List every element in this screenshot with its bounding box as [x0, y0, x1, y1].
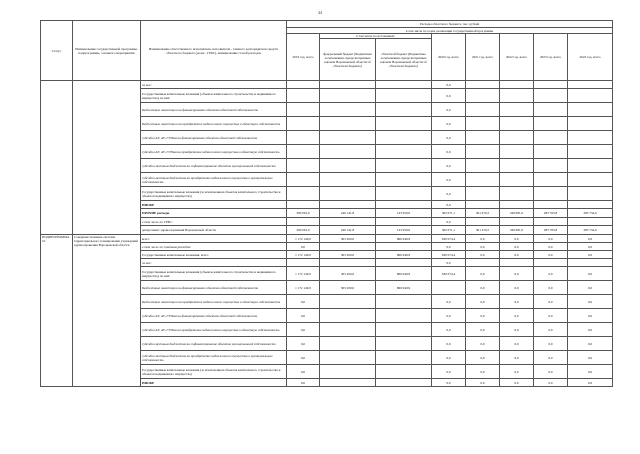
cell-value: 0,0	[500, 295, 534, 309]
cell-value: 143 950,0	[376, 226, 432, 235]
cell-value	[376, 117, 432, 131]
cell-value	[534, 173, 568, 187]
header-regional: областной бюджет (Бюджетные ассигнования, предусмотренные законом Воронежской области об областном бюджете)	[376, 39, 432, 81]
cell-value: 0,0	[432, 89, 466, 103]
cell-value: 866 949,9	[376, 235, 432, 243]
cell-value: 0,0	[500, 267, 534, 281]
cell-value: 0,0	[432, 295, 466, 309]
cell-value	[500, 187, 534, 201]
cell-value: 305 200,0	[320, 281, 376, 295]
row-label	[141, 295, 287, 309]
cell-value: 390 091,0	[287, 209, 320, 218]
cell-value	[376, 103, 432, 117]
cell-value	[320, 145, 376, 159]
cell-value: 0,0	[534, 281, 568, 295]
cell-value: 0,0	[432, 103, 466, 117]
row-label-text: субсидии АУ, АУ, ГУПам на финансирование объектов областной собственности	[142, 135, 258, 140]
cell-value	[320, 259, 376, 267]
row-label	[141, 351, 287, 365]
cell-value	[376, 295, 432, 309]
cell-value: 0,0	[432, 201, 466, 209]
cell-value: 349 081,0	[500, 209, 534, 218]
cell-value	[466, 218, 500, 226]
cell-value	[534, 89, 568, 103]
cell-value	[320, 295, 376, 309]
table-body	[41, 81, 613, 387]
cell-value: 0,0	[534, 235, 568, 243]
cell-value: 362 071,1	[432, 209, 466, 218]
cell-value	[320, 218, 376, 226]
cell-value: 630 074,4	[432, 267, 466, 281]
cell-value: 349 081,0	[500, 226, 534, 235]
row-label	[141, 379, 287, 387]
row-label-text: всего	[142, 236, 150, 241]
cell-value	[500, 173, 534, 187]
cell-value	[466, 117, 500, 131]
cell-value	[500, 103, 534, 117]
cell-value: 866 949,9	[376, 281, 432, 295]
cell-value	[287, 145, 320, 159]
cell-value	[376, 89, 432, 103]
cell-value	[500, 81, 534, 89]
cell-value	[320, 243, 376, 251]
cell-value	[500, 89, 534, 103]
cell-value: 0,0	[534, 365, 568, 379]
cell-value: 0,0	[466, 295, 500, 309]
cell-value: 0,0	[534, 337, 568, 351]
cell-value: 0,0	[568, 323, 613, 337]
table-header	[41, 21, 613, 81]
cell-value: 0,0	[534, 295, 568, 309]
cell-value: 0,0	[568, 235, 613, 243]
cell-value	[287, 173, 320, 187]
cell-value	[320, 173, 376, 187]
cell-value: 0,0	[432, 323, 466, 337]
cell-value: 866 949,9	[376, 267, 432, 281]
row-label	[141, 145, 287, 159]
cell-value	[568, 218, 613, 226]
cell-value: 0,0	[287, 309, 320, 323]
cell-value: 0,0	[466, 365, 500, 379]
cell-value	[500, 159, 534, 173]
row-label-text: субсидии АУ, АУ, ГУПам на приобретение недвижимого имущества в областную собственность	[142, 149, 280, 154]
row-label-text: департамент здравоохранения Воронежской области	[142, 228, 216, 232]
cell-value: 246 141,8	[320, 209, 376, 218]
cell-value: 1 172 149,9	[287, 251, 320, 259]
cell-value	[534, 145, 568, 159]
cell-value	[376, 145, 432, 159]
program-cell-empty	[73, 81, 141, 235]
cell-value: 362 071,1	[432, 226, 466, 235]
cell-value	[466, 131, 500, 145]
cell-value: 283 765,8	[534, 226, 568, 235]
row-label-text: Бюджетные инвестиции на приобретение недвижимого имущества в областную собственность	[142, 299, 281, 304]
cell-value	[287, 117, 320, 131]
subprogram-name: Совершенствование системы территориального планирования учреждений здравоохранения Воронежской области	[73, 235, 141, 387]
cell-value: 0,0	[568, 379, 613, 387]
cell-value: 305 200,0	[320, 251, 376, 259]
cell-value	[432, 281, 466, 295]
cell-value	[287, 218, 320, 226]
cell-value	[320, 89, 376, 103]
cell-value	[376, 323, 432, 337]
row-label	[141, 103, 287, 117]
cell-value	[534, 187, 568, 201]
cell-value: 0,0	[287, 243, 320, 251]
cell-value: 1 172 149,9	[287, 267, 320, 281]
cell-value	[534, 117, 568, 131]
cell-value: 0,0	[432, 145, 466, 159]
cell-value	[320, 323, 376, 337]
cell-value	[287, 201, 320, 209]
row-label	[141, 226, 287, 235]
cell-value: 0,0	[534, 323, 568, 337]
cell-value	[376, 379, 432, 387]
cell-value	[466, 159, 500, 173]
cell-value	[568, 259, 613, 267]
cell-value: 0,0	[432, 187, 466, 201]
cell-value: 0,0	[466, 337, 500, 351]
row-label-text: Государственные капитальные вложения (за исключением объектов капитального строительства и объектов недвижимого имущества)	[142, 367, 281, 376]
budget-table	[40, 20, 613, 387]
cell-value: 0,0	[466, 351, 500, 365]
cell-value: 1 172 149,9	[287, 281, 320, 295]
row-label-text: субсидии АУ, АУ, ГУПам на финансирование объектов областной собственности	[142, 313, 258, 318]
cell-value	[500, 131, 534, 145]
cell-value	[534, 159, 568, 173]
row-label-text: Бюджетные инвестиции на приобретение недвижимого имущества в областную собственность	[142, 121, 281, 126]
table-row	[41, 81, 613, 89]
cell-value: 630 074,4	[432, 251, 466, 259]
cell-value: 0,0	[568, 309, 613, 323]
cell-value: 0,0	[432, 173, 466, 187]
page-number: 44	[318, 10, 322, 15]
cell-value: 0,0	[500, 235, 534, 243]
cell-value	[287, 259, 320, 267]
row-label	[141, 243, 287, 251]
cell-value	[320, 351, 376, 365]
cell-value: 0,0	[432, 243, 466, 251]
cell-value: 0,0	[466, 309, 500, 323]
cell-value: 305 200,0	[320, 267, 376, 281]
cell-value	[320, 365, 376, 379]
row-label-text: ПРОЧИЕ расходы	[142, 211, 170, 215]
cell-value	[466, 81, 500, 89]
cell-value: 390 091,0	[287, 226, 320, 235]
cell-value: 0,0	[568, 351, 613, 365]
cell-value	[466, 187, 500, 201]
cell-value	[320, 103, 376, 117]
cell-value: 0,0	[432, 379, 466, 387]
cell-value: 1 172 149,9	[287, 235, 320, 243]
cell-value: 0,0	[500, 365, 534, 379]
cell-value	[568, 117, 613, 131]
cell-value	[376, 201, 432, 209]
row-label	[141, 235, 287, 243]
cell-value	[534, 81, 568, 89]
row-label	[141, 337, 287, 351]
cell-value: 0,0	[500, 243, 534, 251]
cell-value	[376, 309, 432, 323]
cell-value	[568, 145, 613, 159]
cell-value	[466, 145, 500, 159]
row-label	[141, 281, 287, 295]
cell-value: 0,0	[432, 159, 466, 173]
cell-value	[534, 103, 568, 117]
cell-value	[376, 365, 432, 379]
cell-value	[376, 351, 432, 365]
header-2022: 2022 год, всего	[500, 34, 534, 81]
cell-value: 0,0	[432, 365, 466, 379]
cell-value: 866 949,9	[376, 251, 432, 259]
cell-value: 0,0	[568, 243, 613, 251]
cell-value: 0,0	[287, 295, 320, 309]
cell-value: 0,0	[568, 267, 613, 281]
cell-value	[568, 81, 613, 89]
cell-value	[568, 187, 613, 201]
cell-value: 0,0	[500, 379, 534, 387]
cell-value	[287, 159, 320, 173]
cell-value: 0,0	[500, 323, 534, 337]
row-label-text: Государственные капитальные вложения (объекты капитального строительства и недвижимого имущества), из них:	[142, 91, 276, 100]
row-label-text: в том числе по ГРБС:	[142, 219, 173, 224]
cell-value: 0,0	[432, 81, 466, 89]
row-label	[141, 201, 287, 209]
cell-value: 0,0	[466, 379, 500, 387]
row-label-text: субсидии местным бюджетам на софинансирование объектов муниципальной собственности	[142, 341, 276, 346]
cell-value: 0,0	[287, 337, 320, 351]
cell-value	[320, 309, 376, 323]
cell-value	[376, 337, 432, 351]
cell-value: 0,0	[500, 337, 534, 351]
cell-value: 0,0	[568, 295, 613, 309]
cell-value: 0,0	[568, 281, 613, 295]
cell-value	[376, 131, 432, 145]
cell-value	[376, 81, 432, 89]
cell-value	[287, 81, 320, 89]
cell-value: 0,0	[466, 323, 500, 337]
header-expenses: Расходы областного бюджета, тыс. рублей	[287, 21, 613, 28]
cell-value	[376, 159, 432, 173]
cell-value: 0,0	[432, 117, 466, 131]
cell-value: 0,0	[500, 351, 534, 365]
cell-value: 0,0	[466, 251, 500, 259]
row-label	[141, 187, 287, 201]
cell-value	[466, 173, 500, 187]
row-label	[141, 365, 287, 379]
cell-value	[466, 259, 500, 267]
row-label	[141, 251, 287, 259]
header-2021: 2021 год, всего	[466, 34, 500, 81]
row-label	[141, 309, 287, 323]
cell-value: 0,0	[500, 281, 534, 295]
cell-value: 0,0	[534, 379, 568, 387]
cell-value: 246 141,8	[320, 226, 376, 235]
cell-value: 361 476,5	[466, 226, 500, 235]
cell-value: 0,0	[287, 351, 320, 365]
cell-value	[320, 81, 376, 89]
cell-value	[320, 187, 376, 201]
header-2020: 2020 год, всего	[432, 34, 466, 81]
cell-value: 0,0	[432, 218, 466, 226]
cell-value	[376, 259, 432, 267]
cell-value	[320, 379, 376, 387]
cell-value	[500, 145, 534, 159]
cell-value	[320, 131, 376, 145]
header-federal: федеральный бюджет (Бюджетные ассигнования, предусмотренные законом Воронежской области об областном бюджете)	[320, 39, 376, 81]
subprogram-status: ПОДПРОГРАММА 10	[41, 235, 73, 387]
row-label-text: субсидии местным бюджетам на софинансирование объектов муниципальной собственности	[142, 163, 276, 168]
cell-value: 0,0	[500, 309, 534, 323]
row-label	[141, 117, 287, 131]
cell-value	[568, 89, 613, 103]
cell-value: 0,0	[534, 309, 568, 323]
row-label-text: субсидии АУ, АУ, ГУПам на приобретение недвижимого имущества в областную собственность	[142, 327, 280, 332]
row-label	[141, 131, 287, 145]
cell-value	[500, 117, 534, 131]
cell-value: 0,0	[568, 365, 613, 379]
cell-value: 361 476,5	[466, 209, 500, 218]
cell-value: 0,0	[432, 259, 466, 267]
cell-value: 0,0	[568, 251, 613, 259]
row-label-text: субсидии местным бюджетам на приобретение недвижимого имущества в муниципальную собственность	[142, 175, 273, 184]
cell-value: 283 734,0	[568, 209, 613, 218]
row-label	[141, 209, 287, 218]
row-label	[141, 81, 287, 89]
cell-value: 630 074,4	[432, 235, 466, 243]
cell-value: 0,0	[466, 281, 500, 295]
row-label-text: субсидии местным бюджетам на приобретение недвижимого имущества в муниципальную собственность	[142, 353, 273, 362]
header-by-years: в том числе по годам реализации государственной программы	[287, 28, 613, 34]
cell-value: 0,0	[287, 365, 320, 379]
cell-value	[320, 117, 376, 131]
cell-value	[287, 187, 320, 201]
cell-value: 0,0	[432, 337, 466, 351]
cell-value	[376, 218, 432, 226]
header-2019: 2019 год, всего	[287, 34, 320, 81]
cell-value	[320, 337, 376, 351]
row-label-text: Бюджетные инвестиции на финансирование объектов областной собственности	[142, 285, 259, 290]
row-label	[141, 218, 287, 226]
row-label-text: из них:	[142, 82, 152, 87]
header-2023: 2023 год, всего	[534, 34, 568, 81]
cell-value	[376, 243, 432, 251]
row-label	[141, 173, 287, 187]
cell-value	[320, 159, 376, 173]
cell-value	[466, 103, 500, 117]
cell-value	[534, 259, 568, 267]
cell-value: 0,0	[466, 235, 500, 243]
row-label	[141, 267, 287, 281]
cell-value	[534, 201, 568, 209]
cell-value: 0,0	[466, 243, 500, 251]
cell-value	[534, 131, 568, 145]
cell-value: 0,0	[534, 267, 568, 281]
cell-value	[320, 201, 376, 209]
cell-value: 0,0	[432, 351, 466, 365]
cell-value: 0,0	[287, 379, 320, 387]
table-row	[41, 235, 613, 243]
cell-value: 283 734,0	[568, 226, 613, 235]
cell-value: 0,0	[287, 323, 320, 337]
cell-value	[568, 103, 613, 117]
cell-value	[500, 218, 534, 226]
row-label	[141, 89, 287, 103]
header-2024: 2024 год, всего	[568, 34, 613, 81]
row-label-text: НИОКР	[142, 202, 155, 207]
cell-value	[500, 201, 534, 209]
header-status: Статус	[41, 21, 73, 81]
cell-value	[287, 89, 320, 103]
cell-value	[568, 173, 613, 187]
cell-value	[500, 259, 534, 267]
row-label-text: НИОКР	[142, 380, 155, 385]
cell-value: 143 950,0	[376, 209, 432, 218]
cell-value	[287, 103, 320, 117]
row-label	[141, 259, 287, 267]
cell-value	[568, 201, 613, 209]
cell-value	[466, 201, 500, 209]
cell-value	[568, 131, 613, 145]
row-label-text: Государственные капитальные вложения, всего	[142, 252, 209, 257]
cell-value: 0,0	[466, 267, 500, 281]
header-program: Наименование государственной программы, подпрограммы, основного мероприятия	[73, 21, 141, 81]
row-label-text: Бюджетные инвестиции на финансирование объектов областной собственности	[142, 107, 259, 112]
row-label-text: Государственные капитальные вложения (объекты капитального строительства и недвижимого имущества), из них:	[142, 269, 276, 278]
cell-value: 305 200,0	[320, 235, 376, 243]
row-label	[141, 323, 287, 337]
status-cell-empty	[41, 81, 73, 235]
cell-value: 0,0	[432, 309, 466, 323]
cell-value: 0,0	[534, 351, 568, 365]
cell-value	[466, 89, 500, 103]
row-label	[141, 159, 287, 173]
row-label-text: в том числе по статьям расходов:	[142, 244, 192, 249]
cell-value: 283 765,8	[534, 209, 568, 218]
cell-value	[287, 131, 320, 145]
cell-value: 0,0	[534, 251, 568, 259]
cell-value: 0,0	[432, 131, 466, 145]
cell-value	[534, 218, 568, 226]
cell-value	[376, 187, 432, 201]
row-label-text: из них:	[142, 260, 152, 265]
header-including: в том числе по источникам:	[320, 34, 432, 39]
cell-value: 0,0	[500, 251, 534, 259]
cell-value: 0,0	[534, 243, 568, 251]
row-label-text: Государственные капитальные вложения (за исключением объектов капитального строительства и объектов недвижимого имущества)	[142, 189, 281, 198]
header-executor: Наименование ответственного исполнителя, исполнителя - главного распорядителя средств областного бюджета (далее - ГРБС), наименование статей расходов	[141, 21, 287, 81]
cell-value: 0,0	[568, 337, 613, 351]
cell-value	[568, 159, 613, 173]
cell-value	[376, 173, 432, 187]
